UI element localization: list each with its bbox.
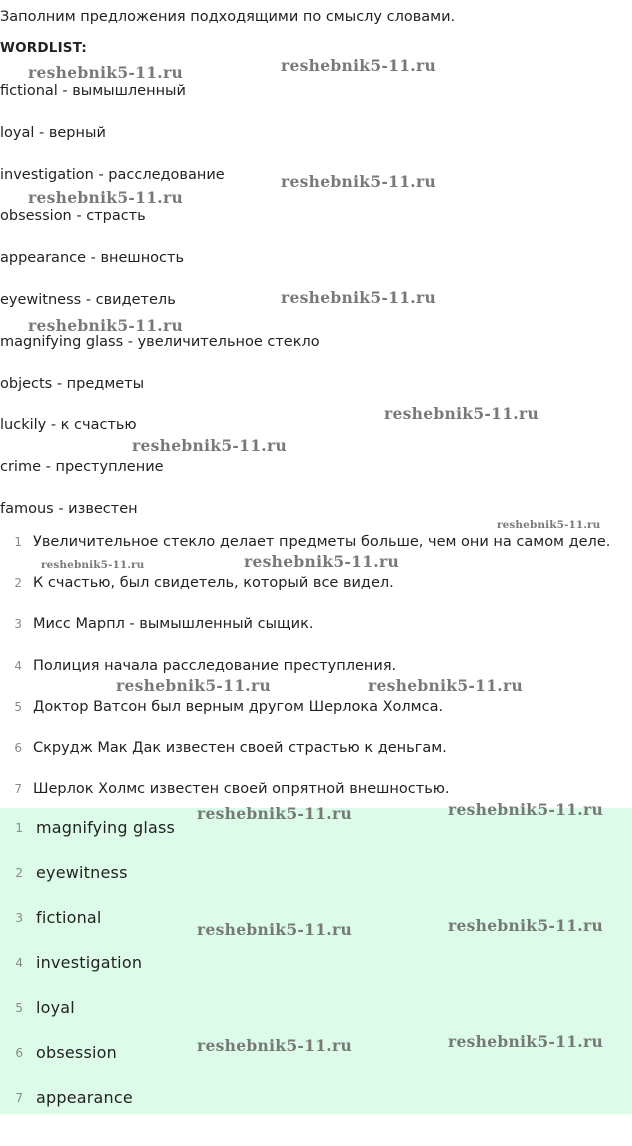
- watermark: reshebnik5-11.ru: [281, 172, 437, 191]
- watermark: reshebnik5-11.ru: [281, 288, 437, 307]
- sentence-text: Мисс Марпл - вымышленный сыщик.: [33, 616, 314, 633]
- watermark: reshebnik5-11.ru: [197, 920, 353, 939]
- sentence-number: 1: [14, 535, 22, 549]
- wordlist-item: objects - предметы: [0, 375, 145, 392]
- answers-panel: [0, 808, 632, 1114]
- watermark: reshebnik5-11.ru: [384, 404, 540, 423]
- wordlist-item: investigation - расследование: [0, 166, 225, 183]
- answer-number: 4: [15, 956, 23, 970]
- answer-number: 2: [15, 866, 23, 880]
- intro-text: Заполним предложения подходящими по смыслу словами.: [0, 9, 456, 25]
- sentence-number: 3: [14, 617, 22, 632]
- sentence-text: Полиция начала расследование преступления.: [33, 657, 397, 674]
- answer-item: [0, 1041, 632, 1086]
- answer-number: 7: [15, 1091, 23, 1105]
- answer-item: [0, 861, 632, 906]
- wordlist-item: crime - преступление: [0, 459, 164, 476]
- watermark: reshebnik5-11.ru: [28, 316, 184, 335]
- answer-list: [0, 808, 632, 1131]
- watermark: reshebnik5-11.ru: [197, 1036, 353, 1055]
- sentence-text: К счастью, был свидетель, который все видел.: [33, 575, 394, 592]
- answer-number: 1: [15, 821, 23, 835]
- watermark: reshebnik5-11.ru: [448, 800, 604, 819]
- answer-number: 5: [15, 1001, 23, 1015]
- sentence-text: Скрудж Мак Дак известен своей страстью к деньгам.: [33, 739, 447, 756]
- sentence-item: [0, 613, 610, 654]
- watermark: reshebnik5-11.ru: [368, 676, 524, 695]
- watermark: reshebnik5-11.ru: [197, 804, 353, 823]
- wordlist-item: obsession - страсть: [0, 208, 146, 225]
- wordlist-item: fictional - вымышленный: [0, 83, 186, 99]
- watermark: reshebnik5-11.ru: [28, 63, 184, 82]
- answer-item: [0, 996, 632, 1041]
- answer-item: [0, 906, 632, 951]
- wordlist-item: famous - известен: [0, 500, 138, 517]
- watermark: reshebnik5-11.ru: [281, 56, 437, 75]
- answer-number: 3: [15, 911, 23, 925]
- wordlist-item: appearance - внешность: [0, 250, 185, 267]
- wordlist-item: eyewitness - свидетель: [0, 291, 176, 308]
- answer-text: magnifying glass: [36, 818, 176, 837]
- answer-item: [0, 816, 632, 861]
- sentence-text: Шерлок Холмс известен своей опрятной внешностью.: [33, 781, 450, 798]
- watermark: reshebnik5-11.ru: [116, 676, 272, 695]
- watermark: reshebnik5-11.ru: [244, 552, 400, 571]
- wordlist-item: luckily - к счастью: [0, 417, 137, 434]
- sentence-item: [0, 531, 610, 572]
- sentence-item: [0, 655, 610, 696]
- watermark: reshebnik5-11.ru: [448, 1032, 604, 1051]
- sentence-item: [0, 696, 610, 737]
- sentence-item: [0, 737, 610, 778]
- wordlist-item: loyal - верный: [0, 124, 106, 141]
- sentence-number: 5: [14, 699, 22, 714]
- answer-text: investigation: [36, 953, 143, 972]
- wordlist-heading: WORDLIST:: [0, 40, 87, 56]
- answer-text: obsession: [36, 1043, 117, 1062]
- answer-number: 6: [15, 1046, 23, 1060]
- answer-item: [0, 951, 632, 996]
- sentence-list: [0, 531, 610, 819]
- sentence-item: [0, 572, 610, 613]
- sentence-text: Увеличительное стекло делает предметы больше, чем они на самом деле.: [33, 534, 611, 550]
- watermark: reshebnik5-11.ru: [132, 436, 288, 455]
- watermark: reshebnik5-11.ru: [497, 519, 601, 531]
- watermark: reshebnik5-11.ru: [41, 559, 145, 571]
- answer-item: [0, 1086, 632, 1131]
- answer-text: loyal: [36, 998, 75, 1017]
- answer-text: appearance: [36, 1088, 133, 1107]
- answer-text: fictional: [36, 908, 102, 927]
- sentence-number: 4: [14, 658, 22, 673]
- sentence-text: Доктор Ватсон был верным другом Шерлока Холмса.: [33, 698, 444, 715]
- sentence-number: 6: [14, 740, 22, 755]
- watermark: reshebnik5-11.ru: [28, 188, 184, 207]
- wordlist: [0, 80, 320, 540]
- sentence-number: 2: [14, 576, 22, 591]
- sentence-number: 7: [14, 782, 22, 797]
- watermark: reshebnik5-11.ru: [448, 916, 604, 935]
- wordlist-item: magnifying glass - увеличительное стекло: [0, 333, 320, 350]
- answer-text: eyewitness: [36, 863, 128, 882]
